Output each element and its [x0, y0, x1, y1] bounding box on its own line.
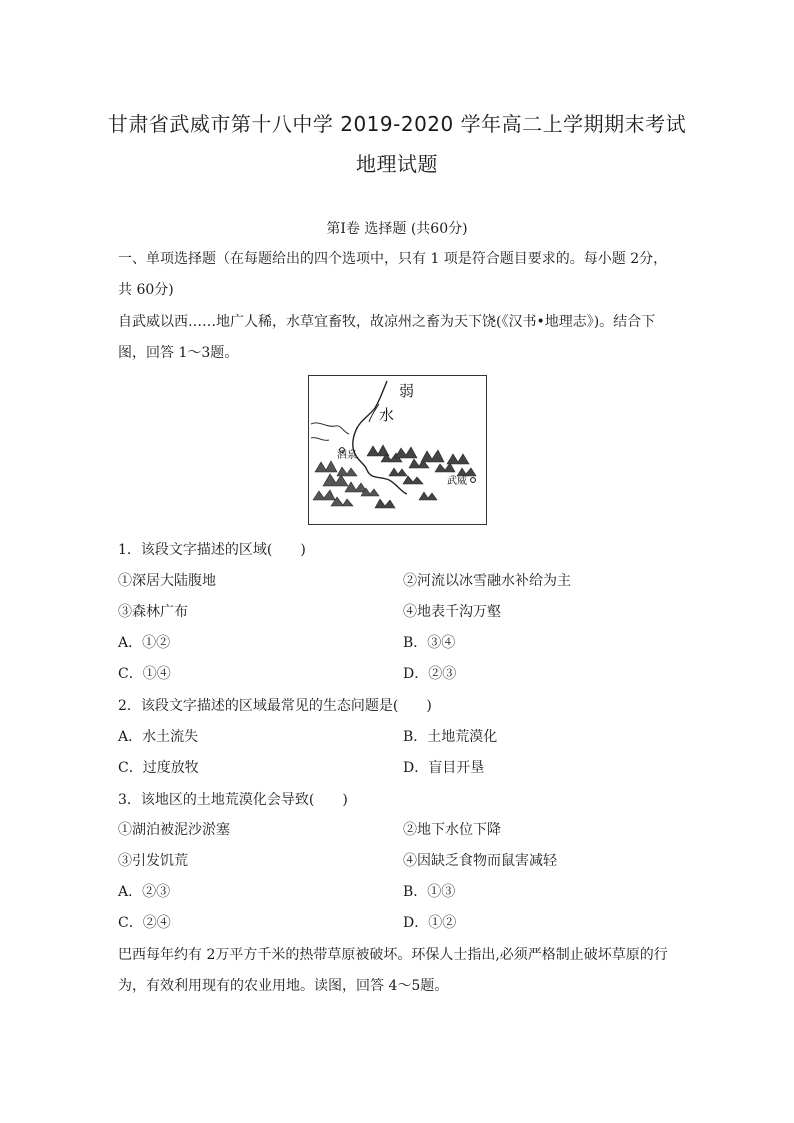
- terrain-edge: [311, 423, 349, 434]
- q3-statement-3: ③引发饥荒: [118, 853, 188, 869]
- q2-option-a: A．水土流失: [118, 729, 199, 745]
- map-label-city1: 酒泉: [337, 450, 357, 461]
- map-label-river-char2: 水: [379, 406, 395, 424]
- question-3-stem: 3．该地区的土地荒漠化会导致( ): [118, 792, 348, 808]
- terrain-edge: [311, 438, 329, 441]
- q1-statement-2: ②河流以冰雪融水补给为主: [403, 573, 571, 589]
- q1-statement-1: ①深居大陆腹地: [118, 573, 216, 589]
- q1-statement-3: ③森林广布: [118, 604, 188, 620]
- passage1-line2: 图，回答 1～3题。: [118, 345, 239, 361]
- passage2-line2: 为，有效利用现有的农业用地。读图，回答 4～5题。: [118, 978, 449, 994]
- q2-option-c: C．过度放牧: [118, 760, 199, 776]
- q3-statement-1: ①湖泊被泥沙淤塞: [118, 822, 230, 838]
- hexi-corridor-map: [308, 375, 487, 525]
- question-1-stem: 1．该段文字描述的区域( ): [118, 542, 306, 558]
- exam-subject-title: 地理试题: [356, 152, 438, 176]
- q3-option-d: D．①②: [403, 915, 457, 931]
- exam-title: 甘肃省武威市第十八中学 2019-2020 学年高二上学期期末考试: [107, 112, 687, 136]
- q2-option-b: B．土地荒漠化: [403, 729, 498, 745]
- q3-statement-2: ②地下水位下降: [403, 822, 501, 838]
- mountain-range-west: [313, 461, 379, 506]
- passage1-line1: 自武威以西……地广人稀，水草宜畜牧，故凉州之畜为天下饶(《汉书•地理志》)。结合下: [118, 314, 656, 330]
- q1-option-b: B．③④: [403, 635, 456, 651]
- city-marker-wuwei: [471, 478, 476, 483]
- passage2-line1: 巴西每年约有 2万平方千米的热带草原被破坏。环保人士指出,必须严格制止破坏草原的行: [118, 947, 668, 963]
- q2-option-d: D．盲目开垦: [403, 760, 485, 776]
- q3-statement-4: ④因缺乏食物而鼠害减轻: [403, 853, 557, 869]
- section-instruction-line1: 一、单项选择题（在每题给出的四个选项中，只有 1 项是符合题目要求的。每小题 2分，: [118, 251, 668, 267]
- q3-option-a: A．②③: [118, 884, 171, 900]
- map-label-city2: 武威: [447, 476, 467, 487]
- q1-option-c: C．①④: [118, 666, 171, 682]
- question-2-stem: 2．该段文字描述的区域最常见的生态问题是( ): [118, 698, 432, 714]
- map-graphic: [309, 376, 486, 524]
- q1-option-d: D．②③: [403, 666, 457, 682]
- q3-option-b: B．①③: [403, 884, 456, 900]
- section-heading: 第Ⅰ卷 选择题 (共60分): [326, 221, 468, 237]
- map-label-river-char1: 弱: [399, 382, 415, 400]
- q1-option-a: A．①②: [118, 635, 171, 651]
- q3-option-c: C．②④: [118, 915, 171, 931]
- section-instruction-line2: 共 60分): [118, 282, 174, 298]
- q1-statement-4: ④地表千沟万壑: [403, 604, 501, 620]
